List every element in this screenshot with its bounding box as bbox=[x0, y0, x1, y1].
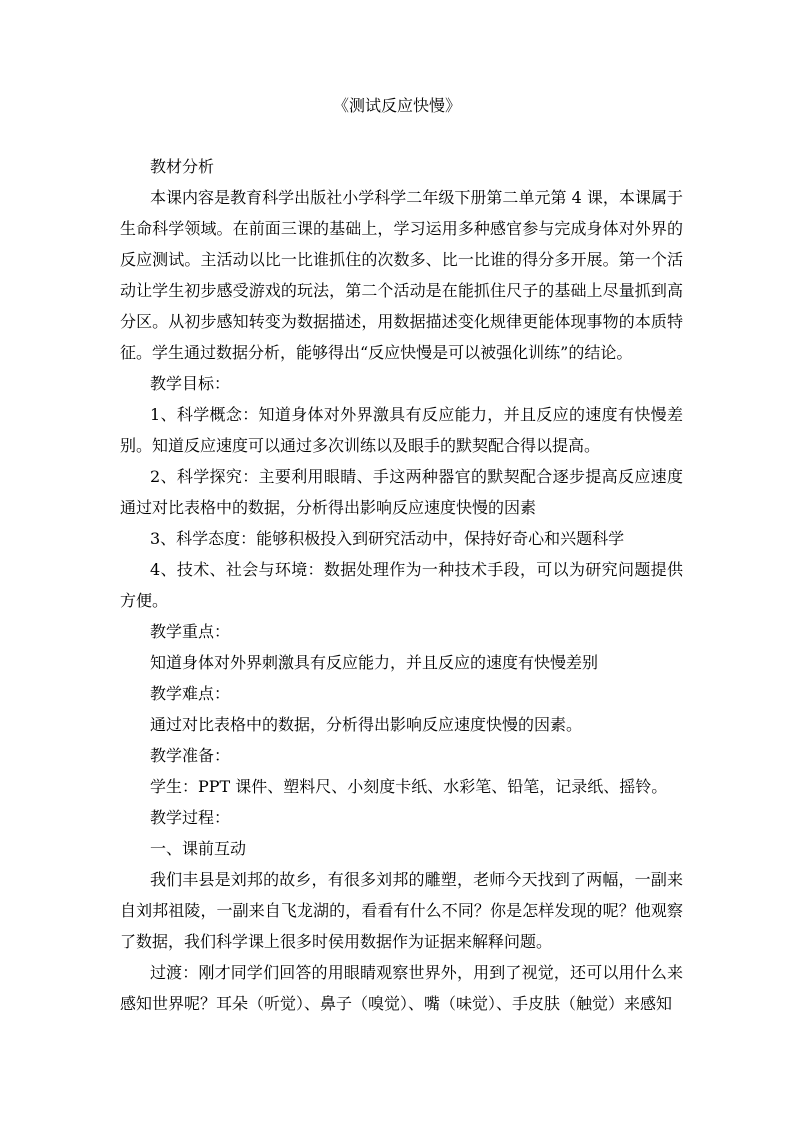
heading-teaching-goals: 教学目标： bbox=[150, 374, 231, 393]
paragraph-key-points: 知道身体对外界刺激具有反应能力，并且反应的速度有快慢差别 bbox=[150, 653, 599, 672]
goal-item-concept: 1、科学概念：知道身体对外界激具有反应能力，并且反应的速度有快慢差别。知道反应速度可以通过多次训练以及眼手的默契配合得以提高。 bbox=[120, 405, 683, 455]
paragraph-preparation: 学生：PPT 课件、塑料尺、小刻度卡纸、水彩笔、铅笔，记录纸、摇铃。 bbox=[150, 777, 668, 796]
paragraph-difficulties: 通过对比表格中的数据，分析得出影响反应速度快慢的因素。 bbox=[150, 715, 583, 734]
goal-item-technology: 4、技术、社会与环境：数据处理作为一种技术手段，可以为研究问题提供方便。 bbox=[120, 560, 683, 610]
heading-process: 教学过程： bbox=[150, 808, 231, 827]
heading-key-points: 教学重点： bbox=[150, 622, 231, 641]
page-title: 《测试反应快慢》 bbox=[332, 96, 461, 115]
goal-item-attitude: 3、科学态度：能够积极投入到研究活动中，保持好奇心和兴题科学 bbox=[150, 529, 625, 548]
paragraph-material-analysis: 本课内容是教育科学出版社小学科学二年级下册第二单元第 4 课，本课属于生命科学领域。在前面三课的基础上，学习运用多种感官参与完成身体对外界的反应测试。主活动以比一比谁抓住的次数多、比一比谁的得分多开展。第一个活动让学生初步感受游戏的玩法，第二个活动是在能抓住尺子的基础上尽量抓到高分区。从初步感知转变为数据描述，用数据描述变化规律更能体现事物的本质特征。学生通过数据分析，能够得出“反应快慢是可以被强化训练”的结论。 bbox=[120, 188, 683, 362]
paragraph-transition: 过渡：刚才同学们回答的用眼睛观察世界外，用到了视觉，还可以用什么来感知世界呢？耳朵（听觉）、鼻子（嗅觉）、嘴（味觉）、手皮肤（触觉）来感知 bbox=[120, 963, 683, 1013]
section-pre-class: 一、课前互动 bbox=[150, 839, 247, 858]
heading-difficulties: 教学难点： bbox=[150, 684, 231, 703]
goal-item-inquiry: 2、科学探究：主要利用眼睛、手这两种器官的默契配合逐步提高反应速度通过对比表格中的数据，分析得出影响反应速度快慢的因素 bbox=[120, 467, 683, 517]
paragraph-pre-class: 我们丰县是刘邦的故乡，有很多刘邦的雕塑，老师今天找到了两幅，一副来自刘邦祖陵，一副来自飞龙湖的，看看有什么不同？你是怎样发现的呢？他观察了数据，我们科学课上很多时侯用数据作为证据来解释问题。 bbox=[120, 870, 683, 951]
document-body bbox=[120, 151, 683, 1019]
heading-material-analysis: 教材分析 bbox=[150, 157, 215, 176]
heading-preparation: 教学准备： bbox=[150, 746, 231, 765]
